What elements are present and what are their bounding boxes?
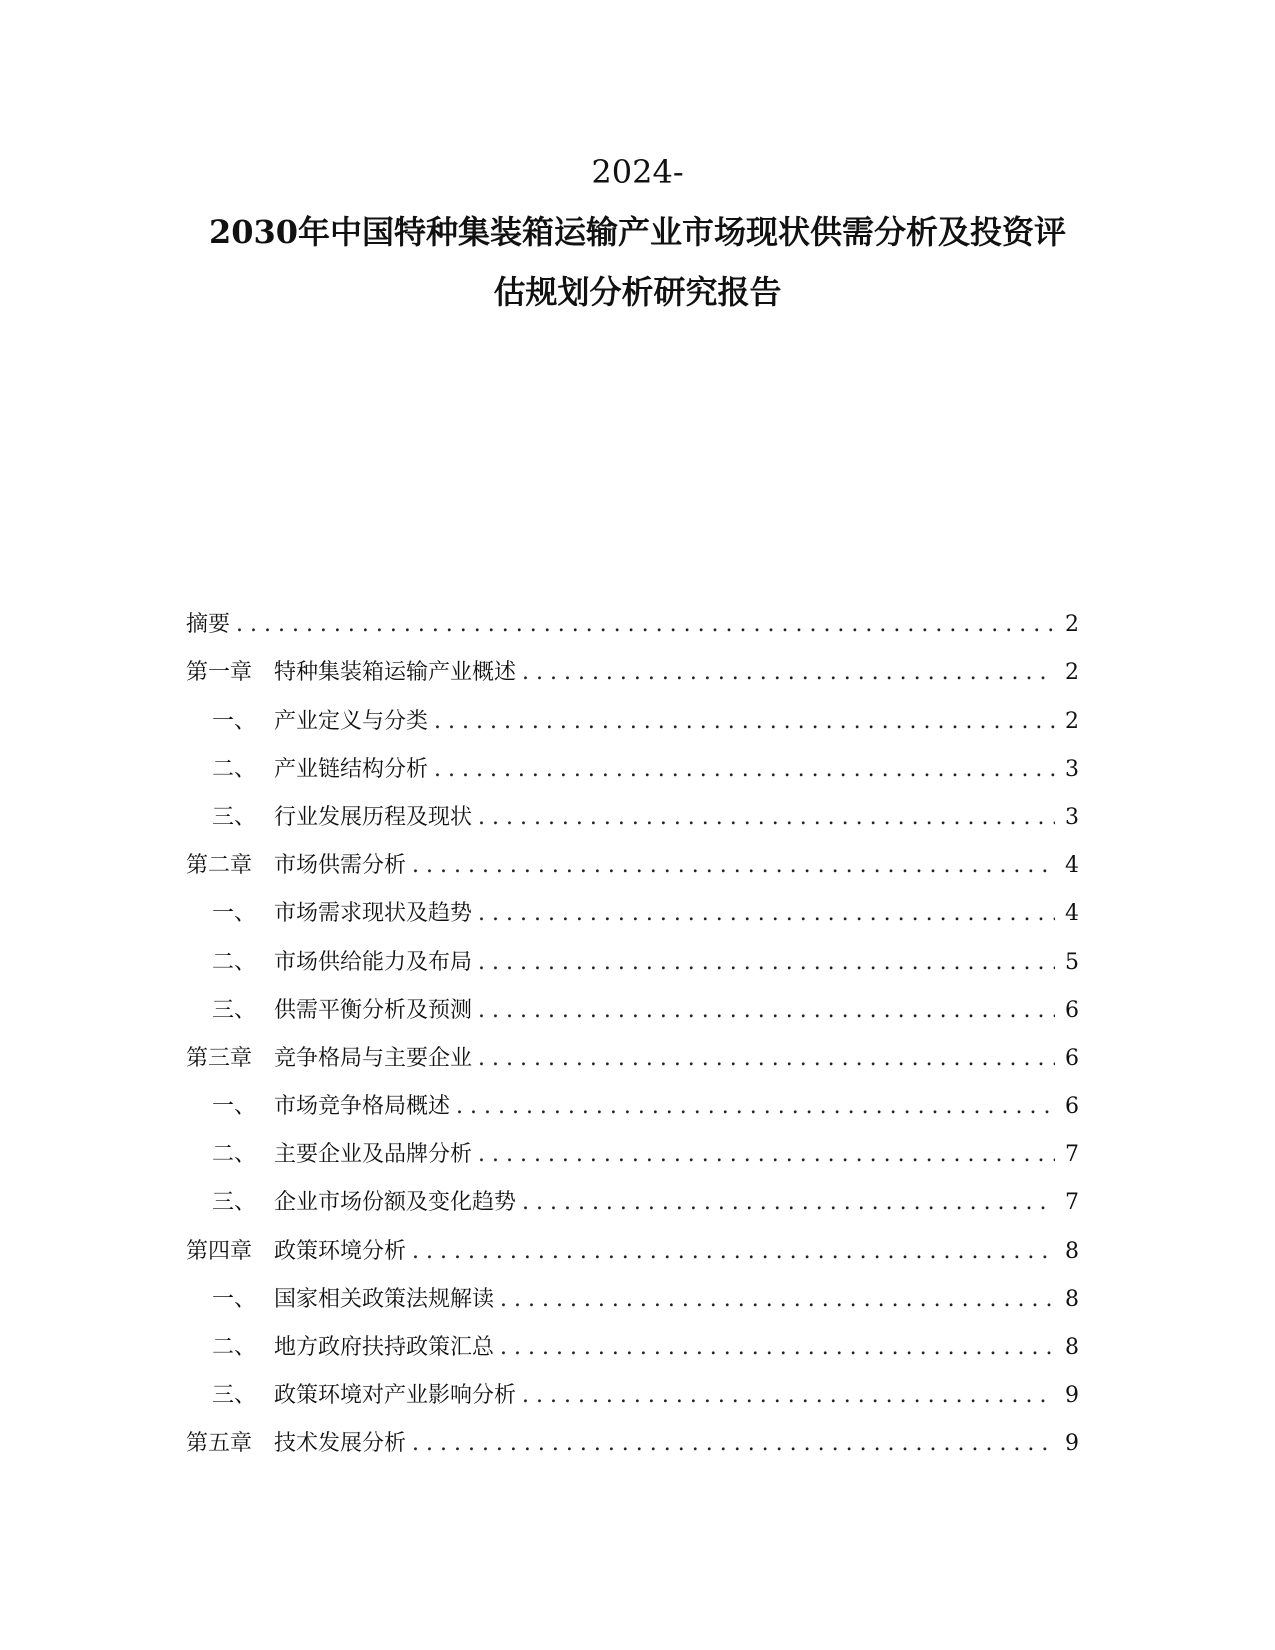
toc-entry-title: 政策环境分析: [274, 1238, 407, 1264]
toc-entry[interactable]: [186, 1122, 1079, 1170]
toc-page-number: 3: [1065, 804, 1079, 830]
toc-page-number: 7: [1065, 1190, 1079, 1216]
toc-dot-leader: [412, 1429, 1055, 1459]
toc-entry[interactable]: [186, 785, 1079, 833]
toc-entry[interactable]: [186, 1363, 1079, 1411]
toc-entry[interactable]: [186, 881, 1079, 929]
toc-entry-title: 市场供需分析: [274, 853, 407, 879]
toc-entry-title: 企业市场份额及变化趋势: [274, 1190, 517, 1216]
toc-entry[interactable]: [186, 688, 1079, 736]
toc-entry-label: [212, 996, 472, 1026]
toc-entry[interactable]: [186, 592, 1079, 640]
toc-entry[interactable]: [186, 1218, 1079, 1266]
toc-entry[interactable]: [186, 929, 1079, 977]
toc-page-number: 3: [1065, 756, 1079, 782]
toc-entry-number: 第五章: [186, 1431, 253, 1457]
toc-entry-label: [212, 1381, 516, 1411]
toc-dot-leader: [522, 1381, 1055, 1411]
toc-entry-number: 二、: [212, 756, 257, 782]
toc-entry-number: 一、: [212, 901, 257, 927]
toc-entry-title: 国家相关政策法规解读: [274, 1286, 495, 1312]
toc-entry-label: [212, 1188, 516, 1218]
toc-entry[interactable]: [186, 978, 1079, 1026]
toc-entry[interactable]: [186, 1267, 1079, 1315]
toc-entry-title: 技术发展分析: [274, 1431, 407, 1457]
toc-entry-label: [212, 755, 428, 785]
toc-entry[interactable]: [186, 1026, 1079, 1074]
toc-dot-leader: [478, 996, 1055, 1026]
toc-entry-label: [212, 707, 428, 737]
toc-dot-leader: [522, 658, 1055, 688]
toc-entry-label: [186, 610, 230, 640]
toc-entry-title: 特种集装箱运输产业概述: [274, 660, 517, 686]
toc-entry-title: 市场供给能力及布局: [274, 949, 473, 975]
toc-entry-label: [212, 1333, 494, 1363]
toc-dot-leader: [500, 1285, 1055, 1315]
toc-page-number: 2: [1065, 660, 1079, 686]
title-line-3: 估规划分析研究报告: [493, 273, 782, 311]
toc-page-number: 8: [1065, 1335, 1079, 1360]
toc-entry-number: 三、: [212, 1383, 257, 1409]
toc-entry-title: 摘要: [186, 612, 231, 638]
toc-entry-label: [212, 1285, 494, 1315]
toc-page-number: 5: [1065, 949, 1079, 975]
table-of-contents: [186, 592, 1079, 1459]
toc-dot-leader: [412, 851, 1055, 881]
toc-page-number: 2: [1065, 708, 1079, 734]
toc-page-number: 6: [1065, 997, 1079, 1023]
toc-entry-number: 第一章: [186, 660, 253, 686]
toc-entry-number: 一、: [212, 708, 257, 734]
toc-entry-title: 供需平衡分析及预测: [274, 997, 473, 1023]
toc-entry[interactable]: [186, 1074, 1079, 1122]
toc-page-number: 6: [1065, 1045, 1079, 1071]
toc-entry-number: 第四章: [186, 1238, 253, 1264]
toc-entry-title: 竞争格局与主要企业: [274, 1045, 473, 1071]
toc-page-number: 7: [1065, 1142, 1079, 1168]
toc-entry-number: 三、: [212, 804, 257, 830]
toc-entry[interactable]: [186, 640, 1079, 688]
toc-page-number: 4: [1065, 853, 1079, 879]
toc-entry-number: 一、: [212, 1286, 257, 1312]
report-title: [150, 142, 1125, 322]
toc-dot-leader: [478, 948, 1055, 978]
toc-entry[interactable]: [186, 1315, 1079, 1363]
toc-entry-number: 三、: [212, 997, 257, 1023]
toc-dot-leader: [478, 803, 1055, 833]
toc-entry[interactable]: [186, 737, 1079, 785]
title-line-2: 2030年中国特种集装箱运输产业市场现状供需分析及投资评: [208, 213, 1067, 251]
toc-entry-label: [186, 658, 516, 688]
toc-page-number: 8: [1065, 1238, 1079, 1264]
toc-page-number: 6: [1065, 1094, 1079, 1120]
toc-entry-title: 产业定义与分类: [274, 708, 429, 734]
toc-page-number: 9: [1065, 1431, 1079, 1457]
toc-entry[interactable]: [186, 1170, 1079, 1218]
toc-entry-label: [212, 803, 472, 833]
toc-entry-title: 政策环境对产业影响分析: [274, 1383, 517, 1409]
toc-entry[interactable]: [186, 833, 1079, 881]
toc-entry-title: 产业链结构分析: [274, 756, 429, 782]
toc-entry-title: 市场需求现状及趋势: [274, 901, 473, 927]
toc-entry-label: [186, 1237, 406, 1267]
toc-dot-leader: [236, 610, 1055, 640]
toc-page-number: 4: [1065, 901, 1079, 927]
toc-dot-leader: [522, 1188, 1055, 1218]
toc-entry-title: 行业发展历程及现状: [274, 804, 473, 830]
toc-dot-leader: [478, 1044, 1055, 1074]
toc-entry-number: 二、: [212, 1142, 257, 1168]
toc-entry-number: 第三章: [186, 1045, 253, 1071]
toc-dot-leader: [500, 1333, 1055, 1363]
toc-entry-label: [212, 1140, 472, 1170]
toc-dot-leader: [456, 1092, 1055, 1122]
title-line-1: 2024-: [591, 153, 684, 191]
toc-entry-label: [212, 1092, 450, 1122]
toc-page-number: 2: [1065, 612, 1079, 638]
toc-entry-number: 一、: [212, 1094, 257, 1120]
toc-entry-label: [186, 1429, 406, 1459]
toc-entry-number: 二、: [212, 1335, 257, 1360]
toc-dot-leader: [478, 899, 1055, 929]
toc-entry-title: 市场竞争格局概述: [274, 1094, 451, 1120]
toc-entry-number: 二、: [212, 949, 257, 975]
toc-entry[interactable]: [186, 1411, 1079, 1459]
toc-entry-label: [186, 1044, 472, 1074]
toc-entry-label: [212, 948, 472, 978]
toc-entry-number: 三、: [212, 1190, 257, 1216]
toc-dot-leader: [412, 1237, 1055, 1267]
toc-dot-leader: [434, 755, 1055, 785]
toc-page-number: 8: [1065, 1286, 1079, 1312]
toc-entry-number: 第二章: [186, 853, 253, 879]
toc-entry-label: [212, 899, 472, 929]
toc-dot-leader: [478, 1140, 1055, 1170]
toc-page-number: 9: [1065, 1383, 1079, 1409]
toc-entry-title: 地方政府扶持政策汇总: [274, 1335, 495, 1360]
toc-entry-title: 主要企业及品牌分析: [274, 1142, 473, 1168]
toc-entry-label: [186, 851, 406, 881]
toc-dot-leader: [434, 707, 1055, 737]
